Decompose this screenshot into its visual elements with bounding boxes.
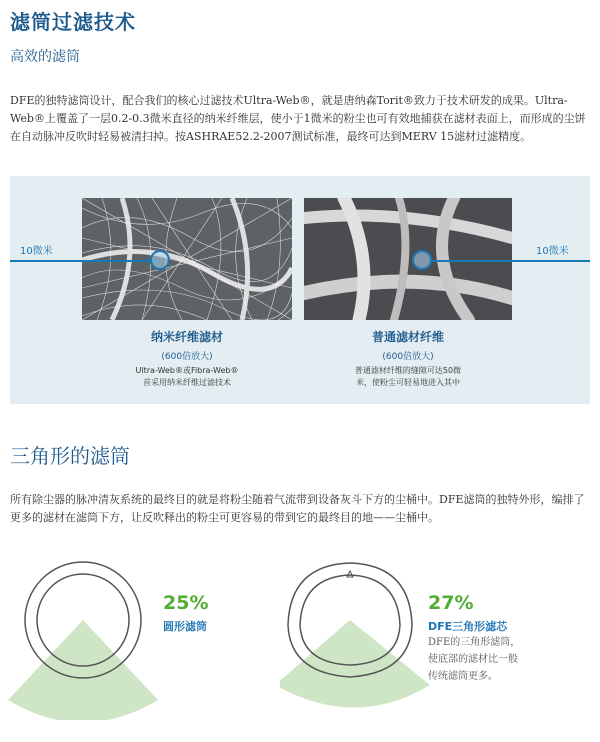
bottom-wedge: [8, 620, 158, 720]
page-title: 滤筒过滤技术: [10, 10, 136, 34]
scale-label-right: 10微米: [536, 246, 569, 257]
scale-label-left: 10微米: [20, 246, 53, 257]
scale-line-right: [430, 260, 590, 262]
caption-magnification: (600倍放大): [161, 352, 213, 362]
triangle-desc-line: 使底部的滤材比一般: [428, 654, 518, 665]
nanofiber-micrograph: [82, 198, 292, 320]
caption-note-line: 首采用纳米纤维过滤技术: [143, 378, 231, 387]
intro-paragraph: DFE的独特滤筒设计，配合我们的核心过滤技术Ultra-Web®，就是唐纳森Torit®致力于技术研发的成果。Ultra-Web®上覆盖了一层0.2-0.3微米直径的纳米纤维层，使小于1微米的粉尘也可有效地捕获在滤材表面上，而形成的尘饼在自动脉冲反吹时轻易被清扫掉。按ASHRAE52.2-2007测试标准，最终可达到MERV 15滤材过滤精度。: [10, 94, 586, 143]
caption-title: 普通滤材纤维: [371, 330, 444, 344]
bottom-wedge: [280, 620, 430, 708]
triangle-cartridge-diagram: [280, 555, 430, 715]
top-marker-icon: [347, 571, 353, 577]
triangle-label: DFE三角形滤芯: [428, 620, 508, 633]
caption-magnification: (600倍放大): [382, 352, 434, 362]
scale-line-left: [10, 260, 160, 262]
section-title: 三角形的滤筒: [10, 444, 130, 468]
round-percent: 25%: [163, 592, 209, 614]
round-label: 圆形滤筒: [163, 620, 207, 633]
triangle-desc-line: DFE的三角形滤筒，: [428, 637, 521, 648]
caption-nanofiber: [82, 328, 292, 389]
caption-note-line: 米，使粉尘可轻易地进入其中: [356, 378, 460, 387]
section-paragraph: 所有除尘器的脉冲清灰系统的最终目的就是将粉尘随着气流带到设备灰斗下方的尘桶中。DFE滤筒的独特外形，编排了更多的滤材在滤筒下方，让反吹释出的粉尘可更容易的带到它的最终目的地——尘桶中。: [10, 493, 585, 524]
caption-standard-fiber: [304, 328, 512, 389]
caption-note-line: Ultra-Web®或Fibra-Web®: [135, 366, 239, 375]
standard-fiber-micrograph: [304, 198, 512, 320]
fiber-comparison-panel: [10, 176, 590, 404]
round-cartridge-diagram: [8, 560, 158, 720]
triangle-percent: 27%: [428, 592, 474, 614]
section-subtitle: 高效的滤筒: [10, 49, 80, 65]
caption-title: 纳米纤维滤材: [150, 330, 223, 344]
caption-note-line: 普通滤材纤维的缝隙可达50微: [354, 366, 462, 375]
triangle-desc-line: 传统滤筒更多。: [428, 671, 498, 682]
scale-circle-left: [150, 250, 170, 270]
scale-circle-right: [412, 250, 432, 270]
